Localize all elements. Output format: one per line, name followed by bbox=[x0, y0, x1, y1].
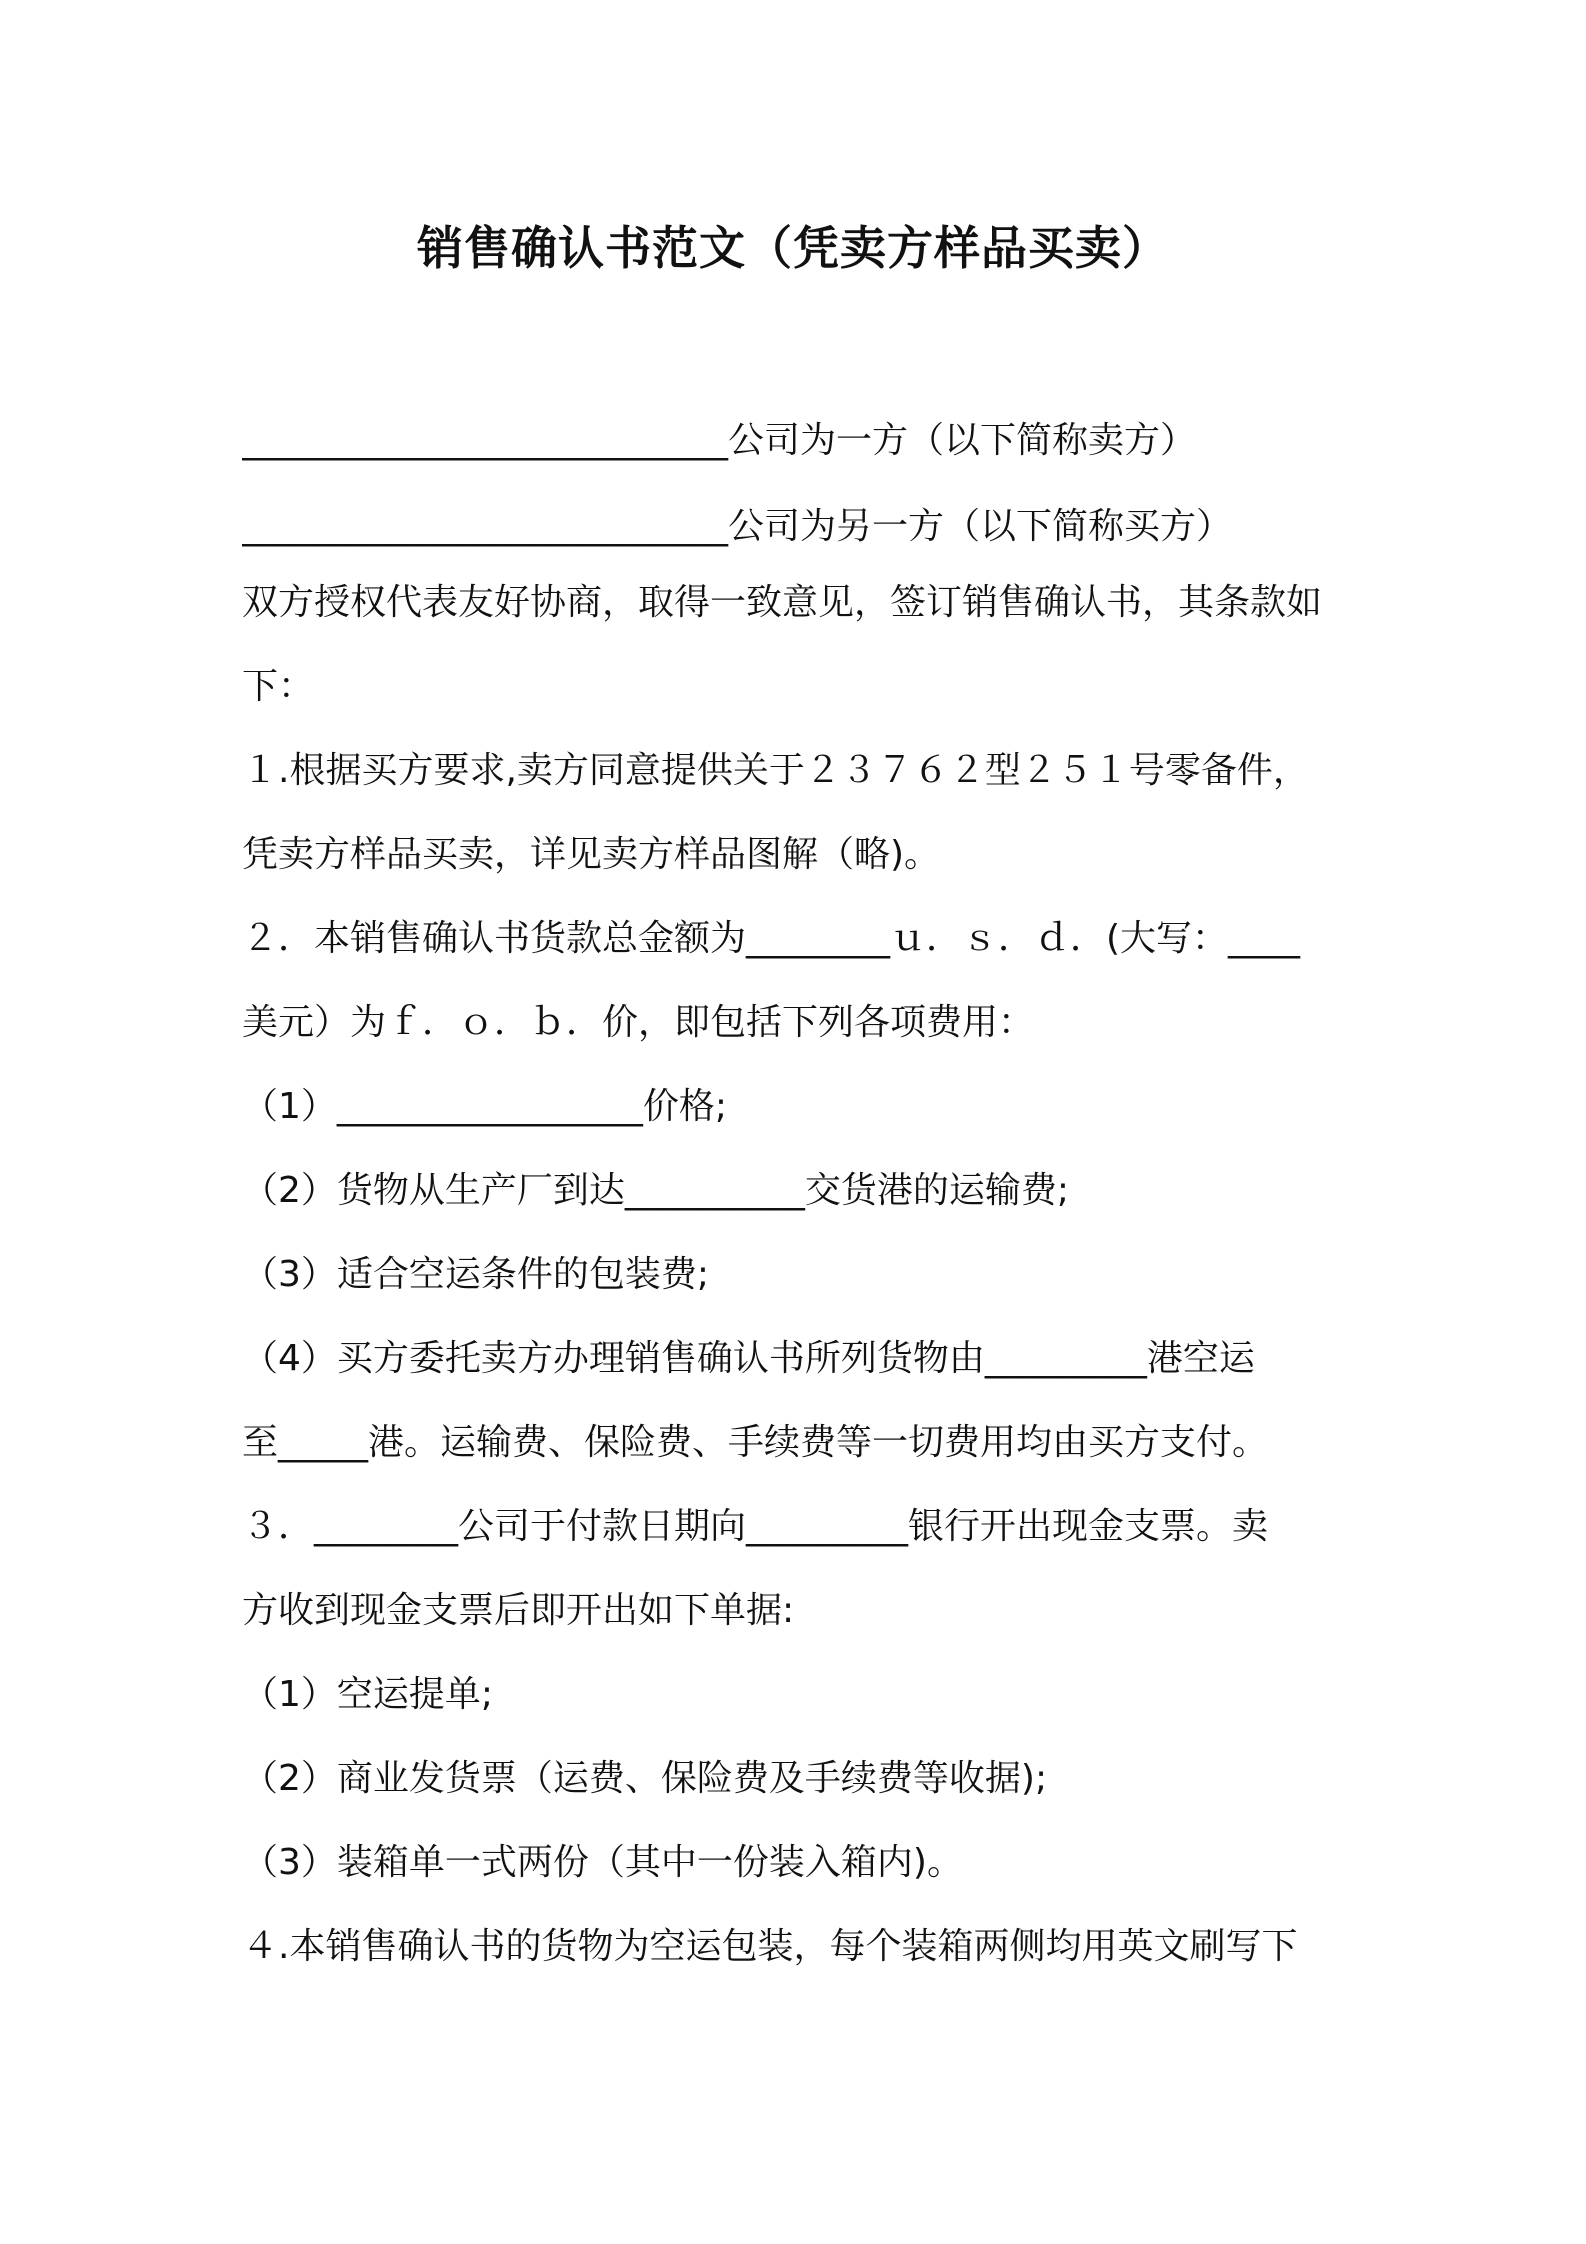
body-line: 美元）为ｆ．ｏ．ｂ．价，即包括下列各项费用： bbox=[242, 1002, 1035, 1043]
document-title: 销售确认书范文（凭卖方样品买卖） bbox=[417, 221, 1169, 275]
body-line: ３．________公司于付款日期向_________银行开出现金支票。卖 bbox=[242, 1506, 1269, 1547]
body-line: （3）适合空运条件的包装费; bbox=[242, 1254, 710, 1295]
body-line: （1）空运提单; bbox=[242, 1674, 494, 1715]
body-line: ___________________________公司为一方（以下简称卖方） bbox=[242, 420, 1197, 461]
body-line: （2）商业发货票（运费、保险费及手续费等收据); bbox=[242, 1758, 1048, 1799]
body-line: 凭卖方样品买卖，详见卖方样品图解（略)。 bbox=[242, 834, 941, 875]
body-line: 下： bbox=[242, 666, 315, 707]
body-line: １.根据买方要求,卖方同意提供关于２３７６２型２５１号零备件， bbox=[242, 750, 1309, 791]
body-line: （1）_________________价格; bbox=[242, 1086, 728, 1127]
body-line: ４.本销售确认书的货物为空运包装，每个装箱两侧均用英文刷写下 bbox=[242, 1926, 1298, 1967]
body-line: 至_____港。运输费、保险费、手续费等一切费用均由买方支付。 bbox=[242, 1422, 1269, 1463]
body-line: ___________________________公司为另一方（以下简称买方） bbox=[242, 506, 1233, 547]
body-line: ２．本销售确认书货款总金额为________ｕ．ｓ．ｄ．(大写：____ bbox=[242, 918, 1301, 959]
body-line: （2）货物从生产厂到达__________交货港的运输费; bbox=[242, 1170, 1070, 1211]
body-line: 方收到现金支票后即开出如下单据: bbox=[242, 1590, 795, 1631]
body-line: （4）买方委托卖方办理销售确认书所列货物由_________港空运 bbox=[242, 1338, 1255, 1379]
body-line: 双方授权代表友好协商，取得一致意见，签订销售确认书，其条款如 bbox=[242, 582, 1323, 623]
body-line: （3）装箱单一式两份（其中一份装入箱内)。 bbox=[242, 1842, 963, 1883]
